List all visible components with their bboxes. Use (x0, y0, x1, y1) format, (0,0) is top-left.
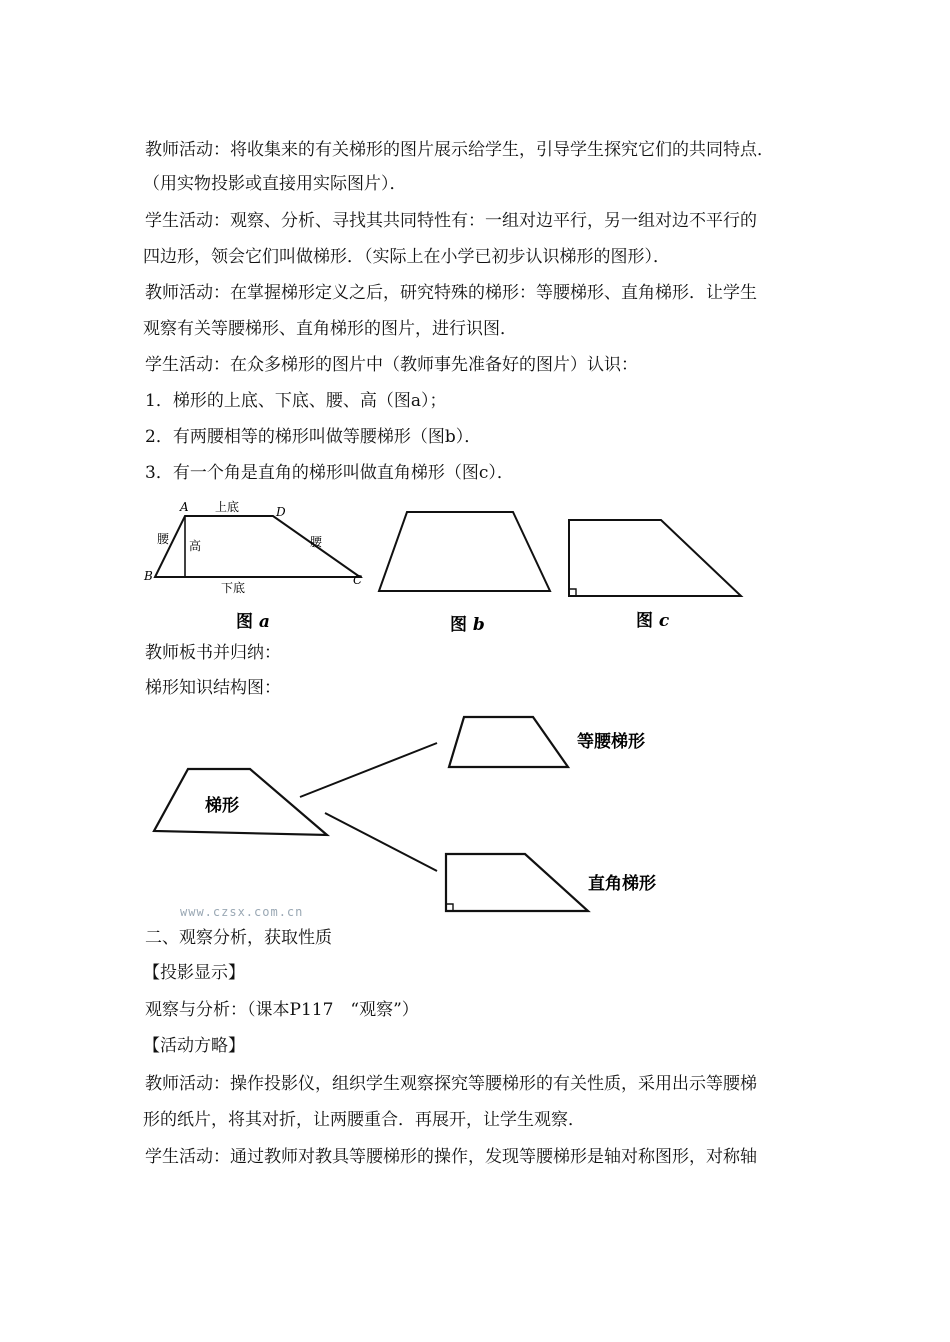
figure-b-isosceles-trapezoid (370, 500, 570, 640)
text-line: 教师板书并归纳： (145, 643, 281, 663)
text-line: 教师活动：将收集来的有关梯形的图片展示给学生，引导学生探究它们的共同特点． (145, 140, 774, 160)
caption-figure-a: 图 a (236, 612, 270, 632)
label-vertex-c: C (353, 573, 363, 587)
text-line: 梯形知识结构图： (145, 678, 281, 698)
text-line: 教师活动：操作投影仪，组织学生观察探究等腰梯形的有关性质，采用出示等腰梯 (145, 1074, 757, 1094)
text-line: 【活动方略】 (143, 1036, 245, 1056)
label-vertex-b: B (144, 569, 153, 583)
chart-right-label: 直角梯形 (588, 874, 656, 894)
label-vertex-d: D (276, 505, 286, 519)
label-top-base: 上底 (215, 500, 240, 514)
caption-figure-c: 图 c (636, 611, 670, 631)
text-line: 观察有关等腰梯形、直角梯形的图片，进行识图． (143, 319, 517, 339)
text-line: 教师活动：在掌握梯形定义之后，研究特殊的梯形：等腰梯形、直角梯形．让学生 (145, 283, 757, 303)
text-line: 学生活动：通过教师对教具等腰梯形的操作，发现等腰梯形是轴对称图形，对称轴 (145, 1147, 757, 1167)
label-height: 高 (189, 539, 202, 553)
text-line: 学生活动：在众多梯形的图片中（教师事先准备好的图片）认识： (145, 355, 638, 375)
trapezoid-structure-chart (145, 705, 685, 920)
label-right-leg: 腰 (310, 535, 323, 549)
figure-a-trapezoid (140, 498, 370, 638)
text-line: 2．有两腰相等的梯形叫做等腰梯形（图b）． (145, 427, 482, 447)
text-line: 【投影显示】 (143, 963, 245, 983)
text-line: （用实物投影或直接用实际图片）． (143, 174, 407, 194)
figure-c-right-trapezoid (560, 510, 750, 635)
text-line: 3．有一个角是直角的梯形叫做直角梯形（图c）． (145, 463, 514, 483)
text-line: 四边形，领会它们叫做梯形．（实际上在小学已初步认识梯形的图形）． (143, 247, 670, 267)
text-line: 形的纸片，将其对折，让两腰重合．再展开，让学生观察． (143, 1110, 585, 1130)
text-line: 学生活动：观察、分析、寻找其共同特性有：一组对边平行，另一组对边不平行的 (145, 211, 757, 231)
text-line: 1．梯形的上底、下底、腰、高（图a）； (145, 391, 447, 411)
label-vertex-a: A (180, 500, 189, 514)
text-line: 二、观察分析，获取性质 (145, 928, 332, 948)
text-line: 观察与分析：（课本P117 “观察”） (145, 1000, 419, 1020)
chart-isosceles-label: 等腰梯形 (577, 732, 645, 752)
chart-root-label: 梯形 (205, 796, 239, 816)
caption-figure-b: 图 b (450, 615, 485, 635)
label-bottom-base: 下底 (221, 581, 246, 595)
watermark: www.czsx.com.cn (180, 905, 304, 919)
label-left-leg: 腰 (157, 532, 170, 546)
